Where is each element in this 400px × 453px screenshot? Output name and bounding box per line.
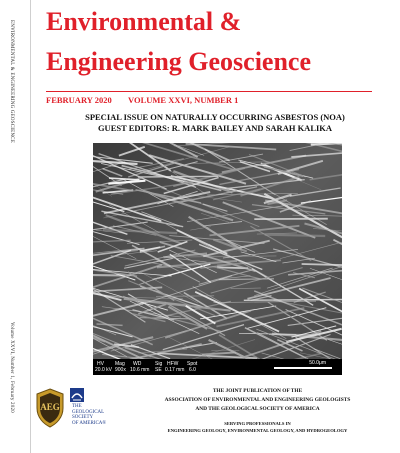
sem-label-wd: WD xyxy=(133,361,142,367)
sem-label-hfw: HFW xyxy=(167,361,179,367)
gsa-line-2: GEOLOGICAL xyxy=(72,409,105,415)
sem-value-mag: 900x xyxy=(115,367,126,373)
gsa-logo-icon xyxy=(70,388,84,402)
journal-title-line-2: Engineering Geoscience xyxy=(46,47,312,76)
footer-joint-publication: THE JOINT PUBLICATION OF THE xyxy=(212,388,303,394)
sem-label-spot: Spot xyxy=(187,361,198,367)
footer-gsa: AND THE GEOLOGICAL SOCIETY OF AMERICA xyxy=(195,406,320,412)
footer-disciplines: ENGINEERING GEOLOGY, ENVIRONMENTAL GEOLOGY, AND HYDROGEOLOGY xyxy=(167,428,348,433)
spine-title: ENVIRONMENTAL & ENGINEERING GEOSCIENCE xyxy=(9,20,14,143)
spine xyxy=(0,0,30,453)
sem-value-hfw: 0.17 mm xyxy=(165,367,185,373)
spine-issue: Volume XXVI, Number 1, February 2020 xyxy=(9,322,14,413)
sem-value-spot: 6.0 xyxy=(189,367,196,373)
spine-divider xyxy=(30,0,31,453)
gsa-line-4: OF AMERICA® xyxy=(72,420,107,426)
svg-text:AEG: AEG xyxy=(40,402,60,412)
sem-label-mag: Mag xyxy=(115,361,125,367)
title-rule xyxy=(46,91,372,92)
journal-title-line-1: Environmental & xyxy=(46,7,242,36)
gsa-line-3: SOCIETY xyxy=(72,415,94,421)
asbestos-fiber-image xyxy=(93,143,342,375)
sem-value-wd: 10.6 mm xyxy=(130,367,150,373)
special-issue-title: SPECIAL ISSUE ON NATURALLY OCCURRING ASBESTOS (NOA) xyxy=(85,112,345,122)
sem-scale-bar xyxy=(274,367,332,369)
sem-data-bar xyxy=(93,359,342,375)
sem-micrograph xyxy=(93,143,342,375)
sem-label-sig: Sig xyxy=(155,361,163,367)
sem-value-hv: 20.0 kV xyxy=(95,367,112,373)
issue-volume: VOLUME XXVI, NUMBER 1 xyxy=(128,95,239,105)
sem-value-sig: SE xyxy=(155,367,162,373)
guest-editors: GUEST EDITORS: R. MARK BAILEY AND SARAH KALIKA xyxy=(97,123,333,133)
footer-aeg: ASSOCIATION OF ENVIRONMENTAL AND ENGINEERING GEOLOGISTS xyxy=(164,397,351,403)
sem-scale-label: 50.0μm xyxy=(309,360,326,366)
aeg-logo-icon xyxy=(34,388,66,428)
sem-label-hv: HV xyxy=(97,361,104,367)
footer-serving: SERVING PROFESSIONALS IN xyxy=(224,421,291,426)
issue-date: FEBRUARY 2020 xyxy=(46,95,112,105)
gsa-line-1: THE xyxy=(72,404,82,409)
gsa-wordmark xyxy=(72,404,106,426)
